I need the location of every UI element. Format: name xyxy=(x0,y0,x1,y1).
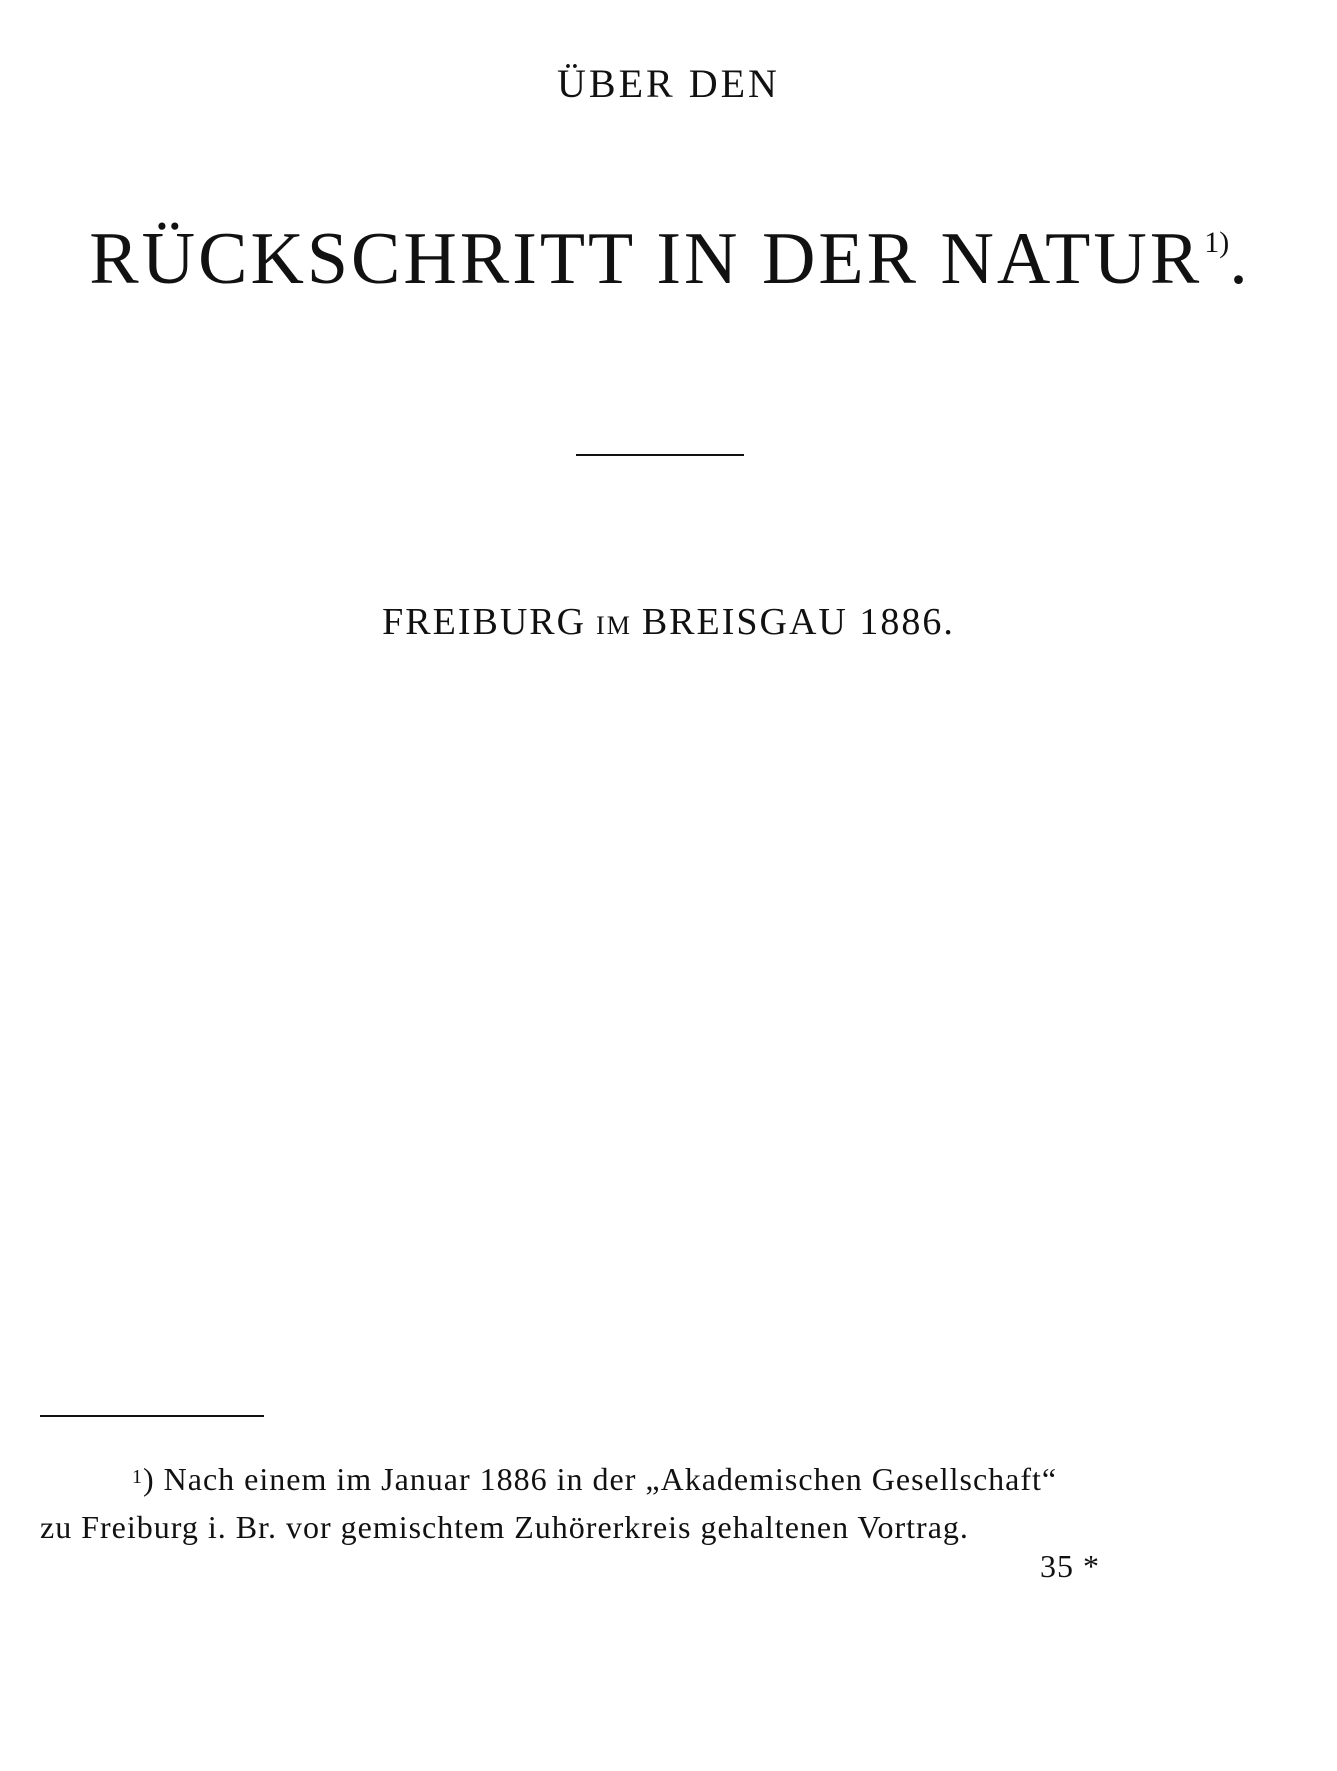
imprint-place-year: BREISGAU 1886. xyxy=(641,601,955,643)
title-divider xyxy=(576,454,744,456)
footnote-mark: 1 xyxy=(132,1466,143,1488)
signature-mark: 35 * xyxy=(1040,1548,1100,1584)
page-title xyxy=(0,218,1337,300)
footnote-line-2: zu Freiburg i. Br. vor gemischtem Zuhörerkreis gehaltenen Vortrag. xyxy=(40,1509,969,1545)
footnote-line-1 xyxy=(40,1455,1290,1503)
imprint-preposition: IM xyxy=(596,611,632,640)
footnote xyxy=(40,1455,1290,1551)
imprint xyxy=(0,600,1337,644)
title-footnote-mark: 1) xyxy=(1204,226,1230,259)
title-text: RÜCKSCHRITT IN DER NATUR xyxy=(89,218,1203,300)
title-period: . xyxy=(1229,218,1248,300)
imprint-city: FREIBURG xyxy=(382,601,587,643)
footnote-line-1-text: ) Nach einem im Januar 1886 in der „Akademischen Gesellschaft“ xyxy=(143,1461,1058,1497)
subtitle: ÜBER DEN xyxy=(557,61,780,106)
footnote-divider xyxy=(40,1415,264,1417)
